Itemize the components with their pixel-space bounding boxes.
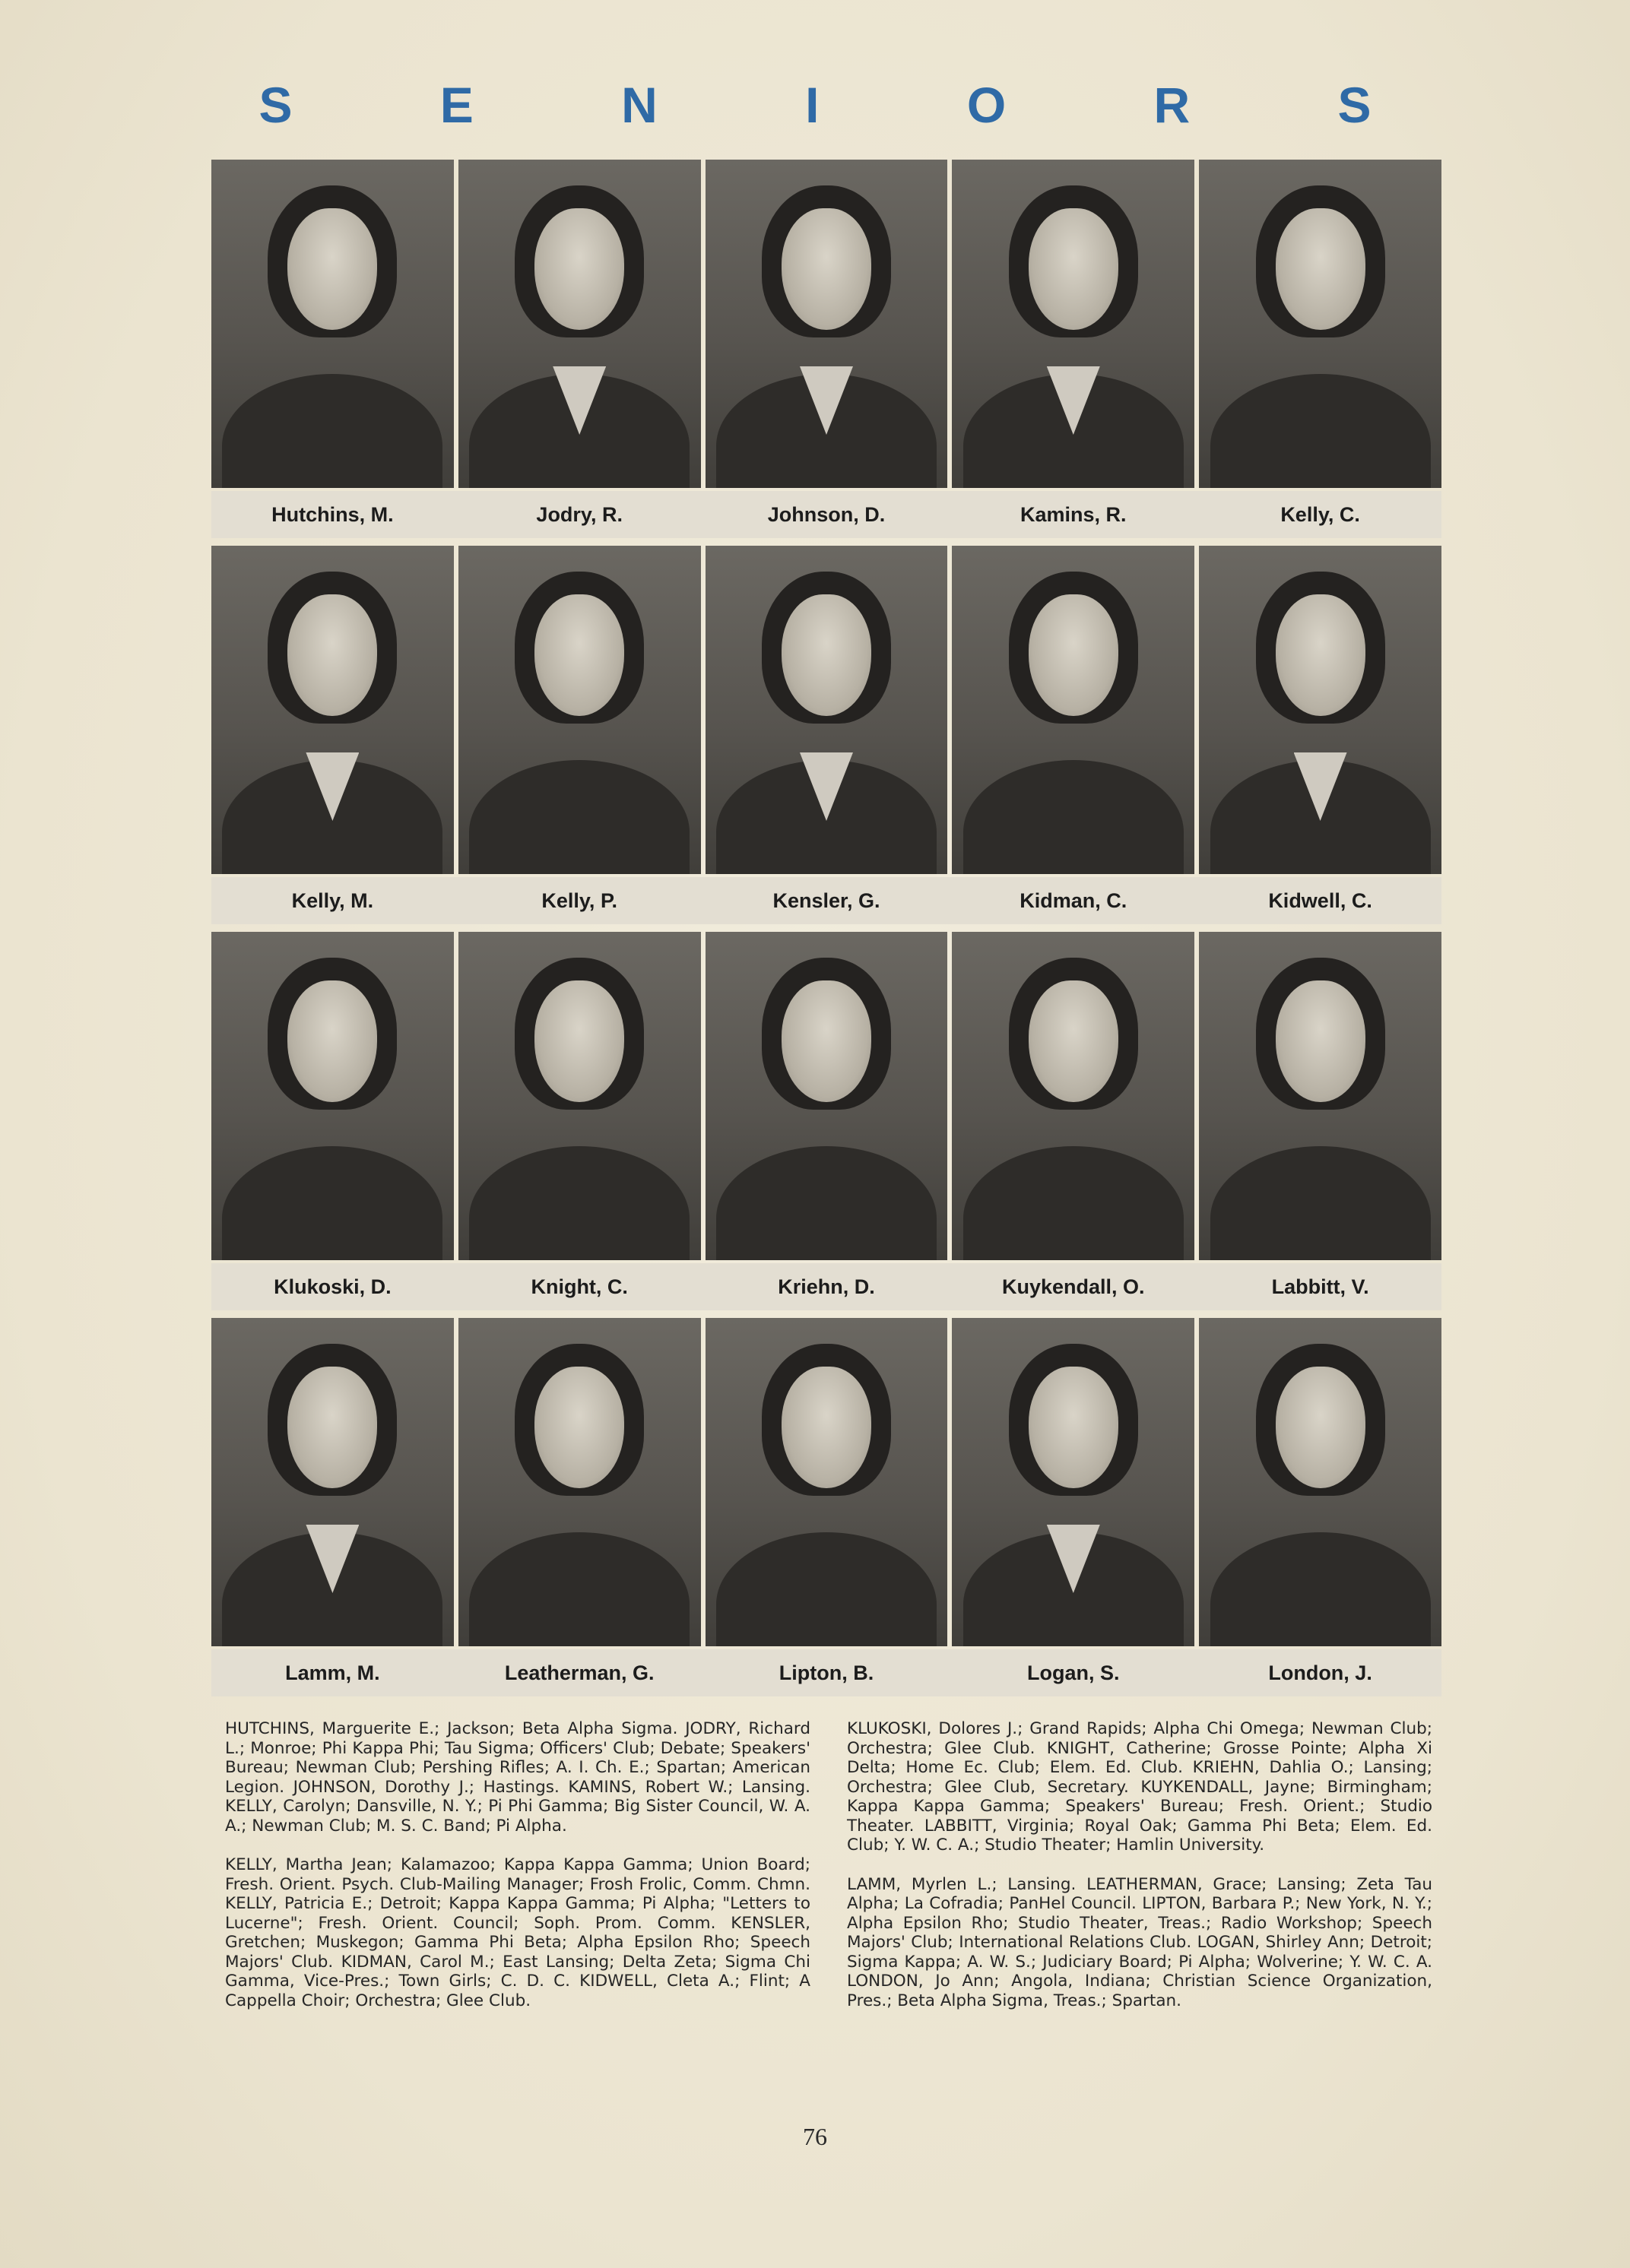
- portrait-caption: Jodry, R.: [536, 503, 623, 526]
- portrait-row: [211, 932, 1441, 1318]
- portrait-photo: [458, 160, 701, 488]
- portrait-photo: [1199, 546, 1441, 874]
- bio-paragraph: LAMM, Myrlen L.; Lansing. LEATHERMAN, Grace; Lansing; Zeta Tau Alpha; La Cofradia; PanHel Council. LIPTON, Barbara P.; New York, N. Y.; Alpha Epsilon Rho; Studio Theater, Treas.; Radio Workshop; Speech Majors' Club; International Relations Club. LOGAN, Shirley Ann; Detroit; Sigma Kappa; A. W. S.; Judiciary Board; Pi Alpha; Wolverine; Y. W. C. A. LONDON, Jo Ann; Angola, Indiana; Christian Science Organization, Pres.; Beta Alpha Sigma, Treas.; Spartan.: [847, 1874, 1432, 2010]
- portrait-photo: [211, 160, 454, 488]
- portrait-photo: [706, 932, 948, 1260]
- portrait-photo: [952, 1318, 1194, 1646]
- portrait-photo: [1199, 1318, 1441, 1646]
- portrait-caption: Knight, C.: [531, 1275, 628, 1298]
- portrait-caption: London, J.: [1268, 1661, 1372, 1684]
- portrait-row: [211, 1318, 1441, 1704]
- portrait-caption: Kidman, C.: [1020, 889, 1127, 912]
- portrait-caption: Hutchins, M.: [271, 503, 394, 526]
- portrait-photo: [211, 932, 454, 1260]
- bio-paragraph: KLUKOSKI, Dolores J.; Grand Rapids; Alpha Chi Omega; Newman Club; Orchestra; Glee Club. KNIGHT, Catherine; Grosse Pointe; Alpha Xi Delta; Home Ec. Club; Elem. Ed. Club. KRIEHN, Dahlia O.; Lansing; Orchestra; Glee Club, Secretary. KUYKENDALL, Jayne; Birmingham; Kappa Kappa Gamma; Speakers' Bureau; Fresh. Orient.; Studio Theater. LABBITT, Virginia; Royal Oak; Gamma Phi Beta; Elem. Ed. Club; Y. W. C. A.; Studio Theater; Hamlin University.: [847, 1719, 1432, 1855]
- portrait-caption: Kelly, P.: [541, 889, 617, 912]
- portrait-photo: [1199, 160, 1441, 488]
- bio-column-right: [847, 1719, 1432, 2030]
- portrait-photo: [952, 546, 1194, 874]
- portrait-caption: Johnson, D.: [767, 503, 886, 526]
- portrait-row: [211, 160, 1441, 546]
- portrait-caption: Kensler, G.: [772, 889, 880, 912]
- portrait-caption: Kriehn, D.: [778, 1275, 875, 1298]
- portrait-caption: Kuykendall, O.: [1002, 1275, 1145, 1298]
- page-number: 76: [803, 2123, 827, 2150]
- portrait-photo: [1199, 932, 1441, 1260]
- portrait-photo: [211, 1318, 454, 1646]
- page-title: S E N I O R S: [258, 77, 1438, 133]
- bio-paragraph: KELLY, Martha Jean; Kalamazoo; Kappa Kappa Gamma; Union Board; Fresh. Orient. Psych. Club-Mailing Manager; Frosh Frolic, Comm. Chmn. KELLY, Patricia E.; Detroit; Kappa Kappa Gamma; Pi Alpha; "Letters to Lucerne"; Fresh. Orient. Council; Soph. Prom. Comm. KENSLER, Gretchen; Muskegon; Gamma Phi Beta; Alpha Epsilon Rho; Speech Majors' Club. KIDMAN, Carol M.; East Lansing; Delta Zeta; Sigma Chi Gamma, Vice-Pres.; Town Girls; C. D. C. KIDWELL, Cleta A.; Flint; A Cappella Choir; Orchestra; Glee Club.: [225, 1855, 810, 2010]
- portrait-photo: [706, 546, 948, 874]
- portrait-photo: [706, 1318, 948, 1646]
- portrait-caption: Logan, S.: [1027, 1661, 1120, 1684]
- bio-column-left: [225, 1719, 810, 2030]
- portrait-photo: [458, 546, 701, 874]
- portrait-caption: Kidwell, C.: [1268, 889, 1372, 912]
- bio-paragraph: HUTCHINS, Marguerite E.; Jackson; Beta Alpha Sigma. JODRY, Richard L.; Monroe; Phi Kappa Phi; Tau Sigma; Officers' Club; Debate; Speakers' Bureau; Newman Club; Pershing Rifles; A. I. Ch. E.; Spartan; American Legion. JOHNSON, Dorothy J.; Hastings. KAMINS, Robert W.; Lansing. KELLY, Carolyn; Dansville, N. Y.; Pi Phi Gamma; Big Sister Council, W. A. A.; Newman Club; M. S. C. Band; Pi Alpha.: [225, 1719, 810, 1836]
- portrait-caption: Klukoski, D.: [274, 1275, 392, 1298]
- portrait-grid: [211, 160, 1441, 1704]
- portrait-caption: Kelly, M.: [291, 889, 374, 912]
- portrait-caption: Labbitt, V.: [1271, 1275, 1369, 1298]
- portrait-row: [211, 546, 1441, 932]
- portrait-caption: Lamm, M.: [285, 1661, 380, 1684]
- portrait-photo: [952, 160, 1194, 488]
- portrait-photo: [211, 546, 454, 874]
- portrait-photo: [458, 1318, 701, 1646]
- portrait-photo: [458, 932, 701, 1260]
- portrait-photo: [706, 160, 948, 488]
- portrait-caption: Kamins, R.: [1020, 503, 1127, 526]
- portrait-photo: [952, 932, 1194, 1260]
- portrait-caption: Kelly, C.: [1280, 503, 1360, 526]
- portrait-caption: Lipton, B.: [779, 1661, 874, 1684]
- portrait-caption: Leatherman, G.: [504, 1661, 655, 1684]
